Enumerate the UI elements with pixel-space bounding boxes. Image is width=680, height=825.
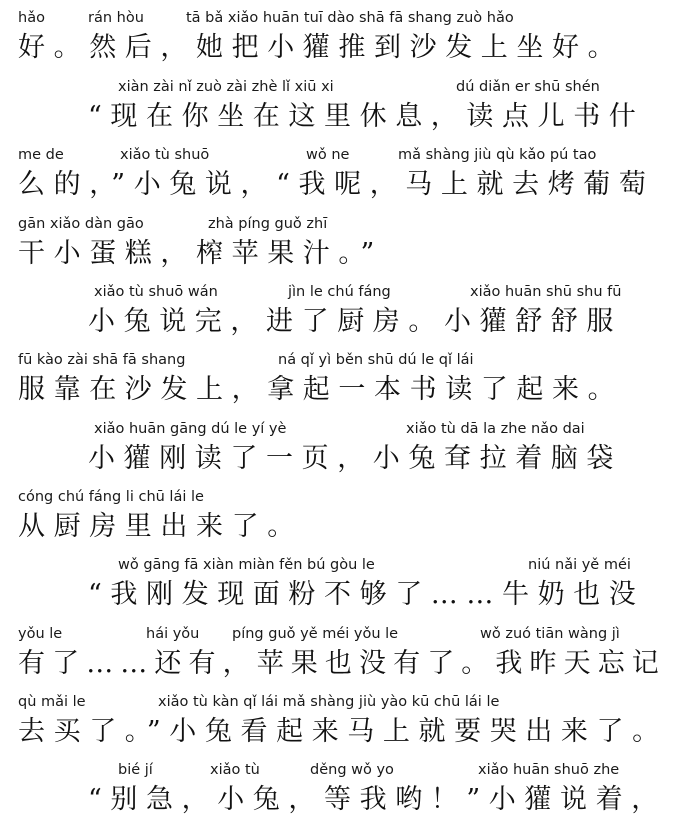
hanzi-line: 小兔说完，进了厨房。小獾舒舒服	[88, 306, 622, 337]
pinyin-segment: wǒ gāng fā xiàn miàn fěn bú gòu le	[118, 557, 375, 573]
text-line-5	[0, 282, 680, 346]
pinyin-segment: xiǎo tù kàn qǐ lái mǎ shàng jiù yào kū chū lái le	[158, 694, 500, 710]
pinyin-segment: wǒ zuó tiān wàng jì	[480, 626, 620, 642]
pinyin-segment: xiàn zài nǐ zuò zài zhè lǐ xiū xi	[118, 79, 334, 95]
pinyin-segment: bié jí	[118, 762, 153, 778]
hanzi-line: 小獾刚读了一页，小兔耷拉着脑袋	[88, 443, 622, 474]
hanzi-line: “我刚发现面粉不够了……牛奶也没	[88, 579, 645, 610]
pinyin-segment: zhà píng guǒ zhī	[208, 216, 328, 232]
pinyin-segment: gān xiǎo dàn gāo	[18, 216, 144, 232]
pinyin-segment: xiǎo huān shū shu fū	[470, 284, 622, 300]
pinyin-segment: xiǎo tù dā la zhe nǎo dai	[406, 421, 585, 437]
text-line-6	[0, 350, 680, 414]
pinyin-segment: fū kào zài shā fā shang	[18, 352, 186, 368]
pinyin-segment: jìn le chú fáng	[288, 284, 391, 300]
text-line-2	[0, 77, 680, 141]
pinyin-segment: mǎ shàng jiù qù kǎo pú tao	[398, 147, 597, 163]
pinyin-segment: xiǎo tù shuō	[120, 147, 210, 163]
pinyin-segment: qù mǎi le	[18, 694, 86, 710]
text-line-9	[0, 555, 680, 619]
pinyin-segment: ná qǐ yì běn shū dú le qǐ lái	[278, 352, 474, 368]
pinyin-segment: hǎo	[18, 10, 45, 26]
hanzi-line: 么的，”小兔说，“我呢，马上就去烤葡萄	[18, 169, 655, 200]
pinyin-segment: děng wǒ yo	[310, 762, 394, 778]
pinyin-segment: tā bǎ xiǎo huān tuī dào shā fā shang zuò hǎo	[186, 10, 514, 26]
pinyin-segment: niú nǎi yě méi	[528, 557, 631, 573]
pinyin-segment: xiǎo tù shuō wán	[94, 284, 218, 300]
text-line-11	[0, 692, 680, 756]
pinyin-segment: xiǎo huān shuō zhe	[478, 762, 620, 778]
text-line-1	[0, 8, 680, 72]
text-line-12	[0, 760, 680, 824]
hanzi-line: “别急，小兔，等我哟！”小獾说着，	[88, 784, 667, 815]
text-line-4	[0, 214, 680, 278]
pinyin-segment: yǒu le	[18, 626, 63, 642]
pinyin-segment: wǒ ne	[306, 147, 350, 163]
hanzi-line: 干小蛋糕，榨苹果汁。”	[18, 238, 383, 269]
hanzi-line: “现在你坐在这里休息，读点儿书什	[88, 101, 645, 132]
text-line-3	[0, 145, 680, 209]
hanzi-line: 从厨房里出来了。	[18, 511, 303, 542]
text-line-7	[0, 419, 680, 483]
hanzi-line: 去买了。”小兔看起来马上就要哭出来了。	[18, 716, 668, 747]
text-line-8	[0, 487, 680, 551]
pinyin-segment: hái yǒu	[146, 626, 200, 642]
text-line-10	[0, 624, 680, 688]
hanzi-line: 服靠在沙发上，拿起一本书读了起来。	[18, 374, 624, 405]
pinyin-segment: xiǎo tù	[210, 762, 260, 778]
pinyin-segment: cóng chú fáng li chū lái le	[18, 489, 204, 505]
pinyin-segment: píng guǒ yě méi yǒu le	[232, 626, 399, 642]
pinyin-segment: xiǎo huān gāng dú le yí yè	[94, 421, 287, 437]
pinyin-segment: dú diǎn er shū shén	[456, 79, 600, 95]
hanzi-line: 有了……还有，苹果也没有了。我昨天忘记	[18, 648, 666, 679]
pinyin-segment: rán hòu	[88, 10, 144, 26]
hanzi-line: 好。然后，她把小獾推到沙发上坐好。	[18, 32, 624, 63]
pinyin-segment: me de	[18, 147, 64, 163]
